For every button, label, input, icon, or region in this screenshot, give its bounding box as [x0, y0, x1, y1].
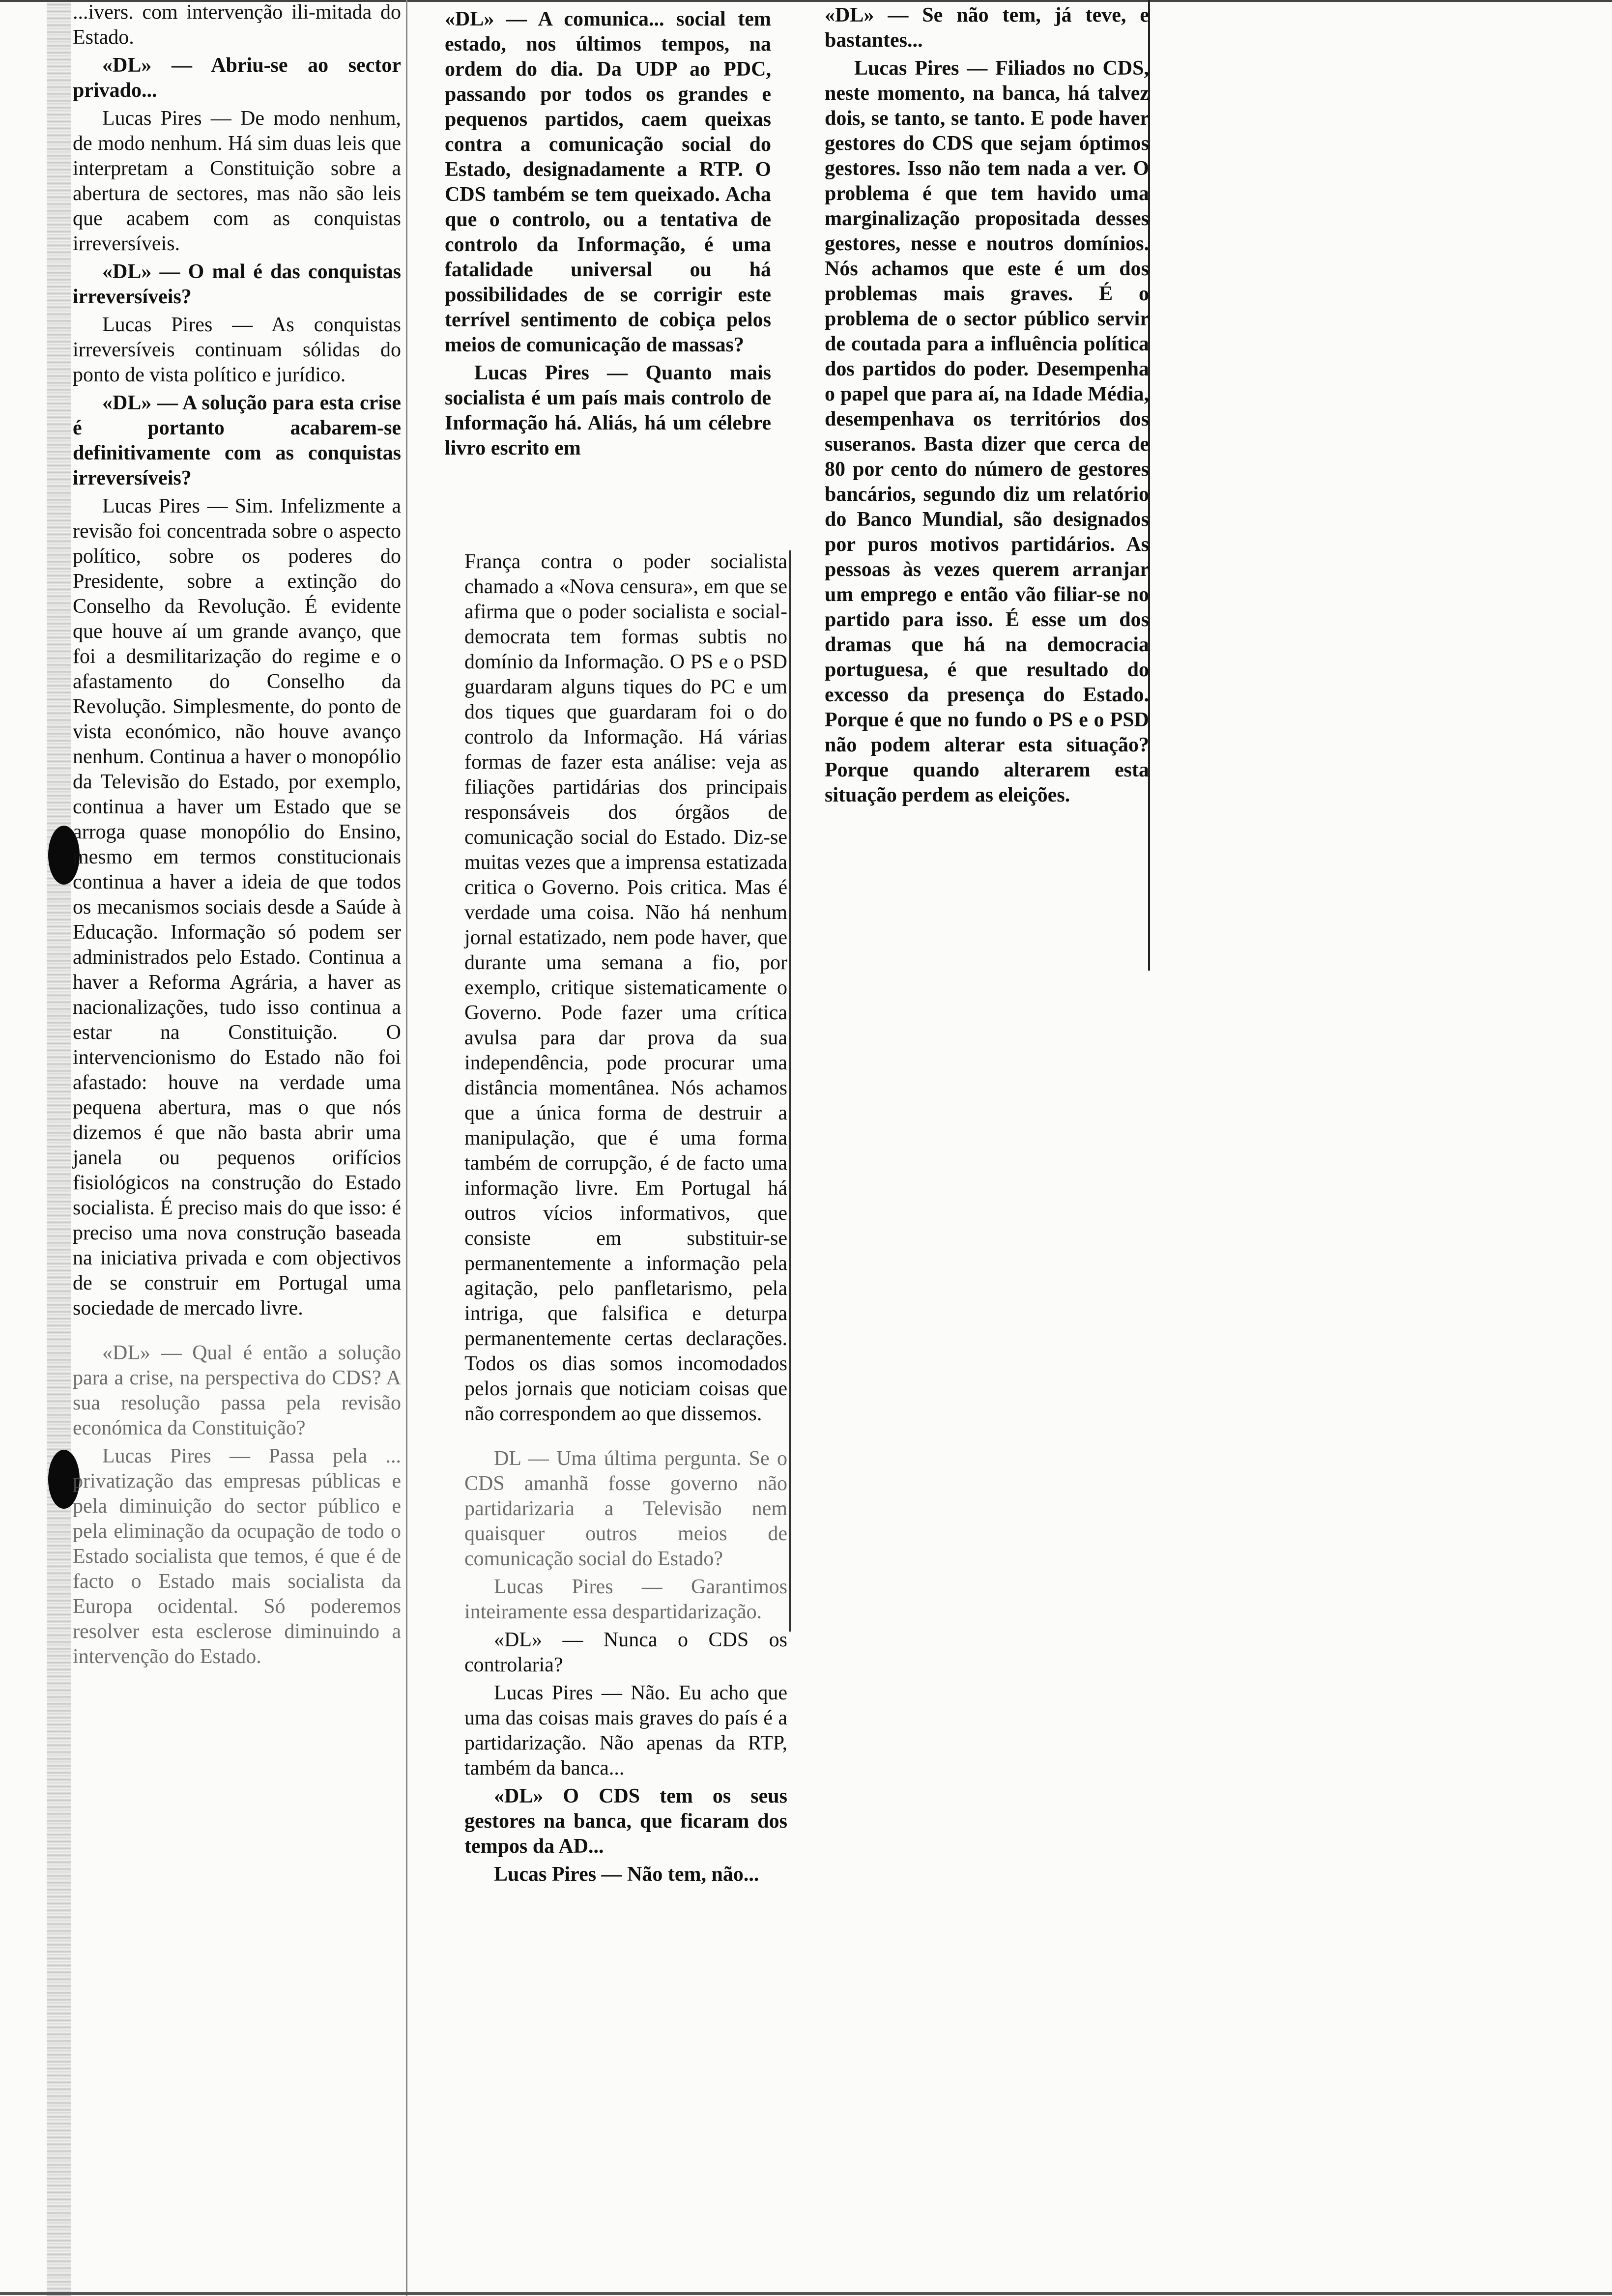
answer-paragraph: França contra o poder socialista chamado a «Nova censura», em que se afirma que o poder socialista e social-democrata tem formas subtis no domínio da Informação. O PS e o PSD guardaram alguns tiques do PC e um dos tiques que guardaram foi o do controlo da Informação. Há várias formas de fazer esta análise: veja as filiações partidárias dos principais responsáveis dos órgãos de comunicação social do Estado. Diz-se muitas vezes que a imprensa estatizada critica o Governo. Pois critica. Mas é verdade uma coisa. Não há nenhum jornal estatizado, nem pode haver, que durante uma semana a fio, por exemplo, critique sistematicamente o Governo. Pode fazer uma crítica avulsa para dar prova da sua independência, pode procurar uma distância momentânea. Nós achamos que a única forma de destruir a manipulação, que é uma forma também de corrupção, é de facto uma informação livre. Em Portugal há outros vícios informativos, que consiste em substituir-se permanentemente a informação pela agitação, pelo panfletarismo, pela intriga, que falsifica e deturpa permanentemente certas declarações. Todos os dias somos incomodados pelos jornais que noticiam coisas que não correspondem ao que dissemos.: [464, 550, 787, 1425]
interviewer-question: «DL» — Abriu-se ao sector privado...: [73, 54, 401, 102]
article-column-1: [73, 0, 401, 1672]
scan-binding-edge: [47, 0, 71, 2296]
interviewer-question: «DL» — A solução para esta crise é portanto acabarem-se definitivamente com as conquistas irreversíveis?: [73, 392, 401, 489]
answer-paragraph: Lucas Pires — Passa pela ... privatização das empresas públicas e pela diminuição do sector público e pela eliminação da ocupação de todo o Estado socialista que temos, é que é de facto o Estado mais socialista da Europa ocidental. Só poderemos resolver esta esclerose diminuindo a intervenção do Estado.: [73, 1445, 401, 1668]
bottom-rule: [0, 2292, 1612, 2295]
interviewer-question: «DL» — Nunca o CDS os controlaria?: [464, 1629, 787, 1676]
answer-paragraph: Lucas Pires — De modo nenhum, de modo nenhum. Há sim duas leis que interpretam a Constituição sobre a abertura de sectores, mas não são leis que acabem com as conquistas irreversíveis.: [73, 107, 401, 255]
answer-paragraph: Lucas Pires — Sim. Infelizmente a revisão foi concentrada sobre o aspecto político, sobre os poderes do Presidente, sobre a extinção do Conselho da Revolução. É evidente que houve aí um grande avanço, que foi a desmilitarização do regime e o afastamento do Conselho da Revolução. Simplesmente, do ponto de vista económico, não houve avanço nenhum. Continua a haver o monopólio da Televisão do Estado, por exemplo, continua a haver um Estado que se arroga quase monopólio do Ensino, mesmo em termos constitucionais continua a haver a ideia de que todos os mecanismos sociais desde a Saúde à Educação. Informação só podem ser administrados pelo Estado. Continua a haver a Reforma Agrária, a haver as nacionalizações, tudo isso continua a estar na Constituição. O intervencionismo do Estado não foi afastado: houve na verdade uma pequena abertura, mas o que nós dizemos é que não basta abrir uma janela ou pequenos orifícios fisiológicos na construção do Estado socialista. É preciso mais do que isso: é preciso uma nova construção baseada na iniciativa privada e com objectivos de se construir em Portugal uma sociedade de mercado livre.: [73, 495, 401, 1320]
answer-paragraph: Lucas Pires — Não tem, não...: [494, 1863, 759, 1886]
interviewer-question: DL — Uma última pergunta. Se o CDS amanhã fosse governo não partidarizaria a Televisão nem quaisquer outros meios de comunicação social do Estado?: [464, 1447, 787, 1570]
answer-paragraph: Lucas Pires — Filiados no CDS, neste momento, na banca, há talvez dois, se tanto, se tanto. E pode haver gestores do CDS que sejam óptimos gestores. Isso não tem nada a ver. O problema é que tem havido uma marginalização propositada desses gestores, nesse e noutros domínios. Nós achamos que este é um dos problemas mais graves. É o problema de o sector público servir de coutada para a influência política dos partidos do poder. Desempenha o papel que para aí, na Idade Média, desempenhava os territórios dos suseranos. Basta dizer que cerca de 80 por cento do número de gestores bancários, segundo diz um relatório do Banco Mundial, são designados por puros motivos partidários. As pessoas às vezes querem arranjar um emprego e então vão filiar-se no partido para isso. É esse um dos dramas que há na democracia portuguesa, é que resultado do excesso da presença do Estado. Porque é que no fundo o PS e o PSD não podem alterar esta situação? Porque quando alterarem esta situação perdem as eleições.: [825, 57, 1149, 806]
paragraph: ...ivers. com intervenção ili-mitada do Estado.: [73, 1, 401, 49]
interviewer-question: «DL» O CDS tem os seus gestores na banca, que ficaram dos tempos da AD...: [464, 1785, 787, 1858]
article-column-2-continued: [464, 549, 787, 1890]
article-column-2-top: [445, 7, 771, 464]
box-rule: [789, 550, 791, 1632]
interviewer-question: «DL» — Qual é então a solução para a crise, na perspectiva do CDS? A sua resolução passa pela revisão económica da Constituição?: [73, 1342, 401, 1439]
answer-paragraph: Lucas Pires — Quanto mais socialista é um país mais controlo de Informação há. Aliás, há um célebre livro escrito em: [445, 362, 771, 459]
article-column-3: [825, 3, 1149, 811]
interviewer-question: «DL» — Se não tem, já teve, e bastantes...: [825, 4, 1149, 52]
interviewer-question: «DL» — O mal é das conquistas irreversíveis?: [73, 260, 401, 308]
interviewer-question: «DL» — A comunica... social tem estado, nos últimos tempos, na ordem do dia. Da UDP ao PDC, passando por todos os grandes e pequenos partidos, caem queixas contra a comunicação social do Estado, designadamente a RTP. O CDS também se tem queixado. Acha que o controlo, ou a tentativa de controlo da Informação, é uma fatalidade universal ou há possibilidades de se corrigir este terrível sentimento de cobiça pelos meios de comunicação de massas?: [445, 8, 771, 356]
answer-paragraph: Lucas Pires — Não. Eu acho que uma das coisas mais graves do país é a partidarização. Não apenas da RTP, também da banca...: [464, 1682, 787, 1779]
column-rule: [406, 0, 407, 2296]
answer-paragraph: Lucas Pires — Garantimos inteiramente essa despartidarização.: [464, 1576, 787, 1623]
answer-paragraph: Lucas Pires — As conquistas irreversíveis continuam sólidas do ponto de vista político e jurídico.: [73, 314, 401, 386]
